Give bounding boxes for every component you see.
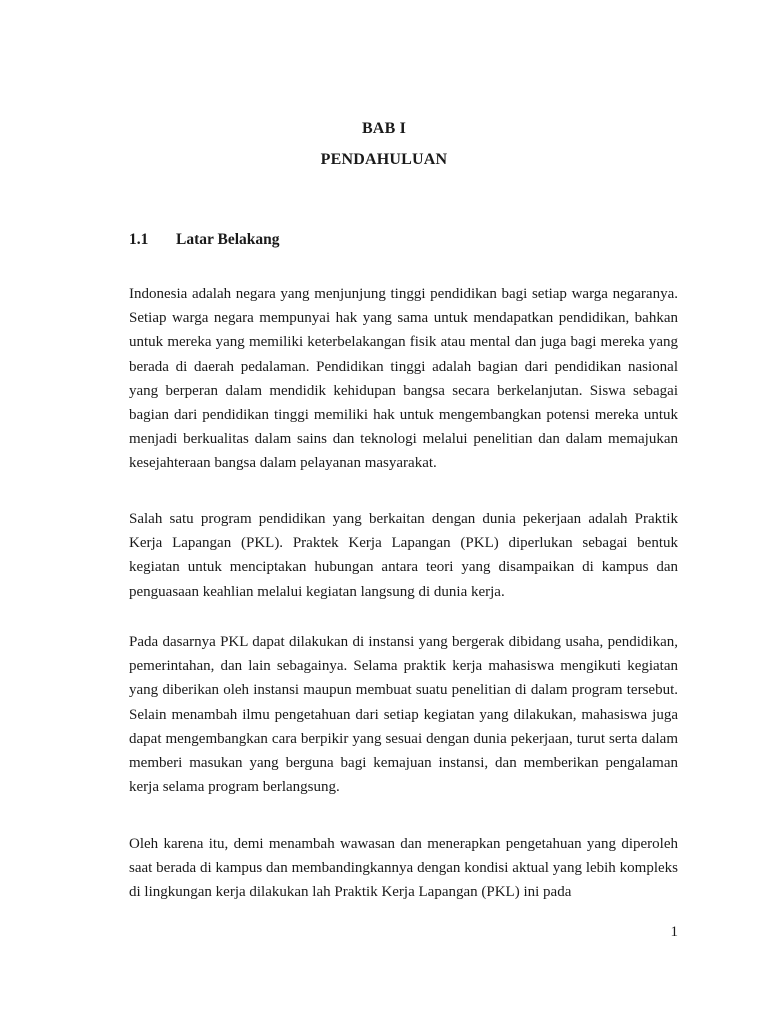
paragraph-3: Pada dasarnya PKL dapat dilakukan di instansi yang bergerak dibidang usaha, pendidikan, pemerintahan, dan lain sebagainya. Selama praktik kerja mahasiswa mengikuti kegiatan yang diberikan oleh instansi maupun membuat suatu penelitian di dalam program tersebut. Selain menambah ilmu pengetahuan dari setiap kegiatan yang dilakukan, mahasiswa juga dapat mengembangkan cara berpikir yang sesuai dengan dunia pekerjaan, turut serta dalam memberi masukan yang berguna bagi kemajuan instansi, dan memberikan pengalaman kerja selama program berlangsung. [129,634,678,796]
paragraph-4: Oleh karena itu, demi menambah wawasan dan menerapkan pengetahuan yang diperoleh saat berada di kampus dan membandingkannya dengan kondisi aktual yang lebih kompleks di lingkungan kerja dilakukan lah Praktik Kerja Lapangan (PKL) ini pada [129,836,678,901]
section-title: Latar Belakang [176,231,280,248]
chapter-title: PENDAHULUAN [320,151,448,168]
paragraph-1: Indonesia adalah negara yang menjunjung tinggi pendidikan bagi setiap warga negaranya. Setiap warga negara mempunyai hak yang sama untuk mendapatkan pendidikan, bahkan untuk mereka yang memiliki keterbelakangan fisik atau mental dan juga bagi mereka yang berada di daerah pedalaman. Pendidikan tinggi adalah bagian dari pendidikan nasional yang berperan dalam mendidik kehidupan bangsa secara berkelanjutan. Siswa sebagai bagian dari pendidikan tinggi memiliki hak untuk mengembangkan potensi mereka untuk menjadi berkualitas dalam sains dan teknologi melalui penelitian dan dalam memajukan kesejahteraan bangsa dalam pelayanan masyarakat. [129,286,678,472]
page-number: 1 [670,924,678,940]
paragraph-2: Salah satu program pendidikan yang berkaitan dengan dunia pekerjaan adalah Praktik Kerja Lapangan (PKL). Praktek Kerja Lapangan (PKL) diperlukan sebagai bentuk kegiatan untuk menciptakan hubungan antara teori yang disampaikan di kampus dan penguasaan keahlian melalui kegiatan langsung di dunia kerja. [129,511,678,600]
section-heading [129,231,280,249]
chapter-number: BAB I [361,120,407,137]
section-number: 1.1 [129,231,149,248]
